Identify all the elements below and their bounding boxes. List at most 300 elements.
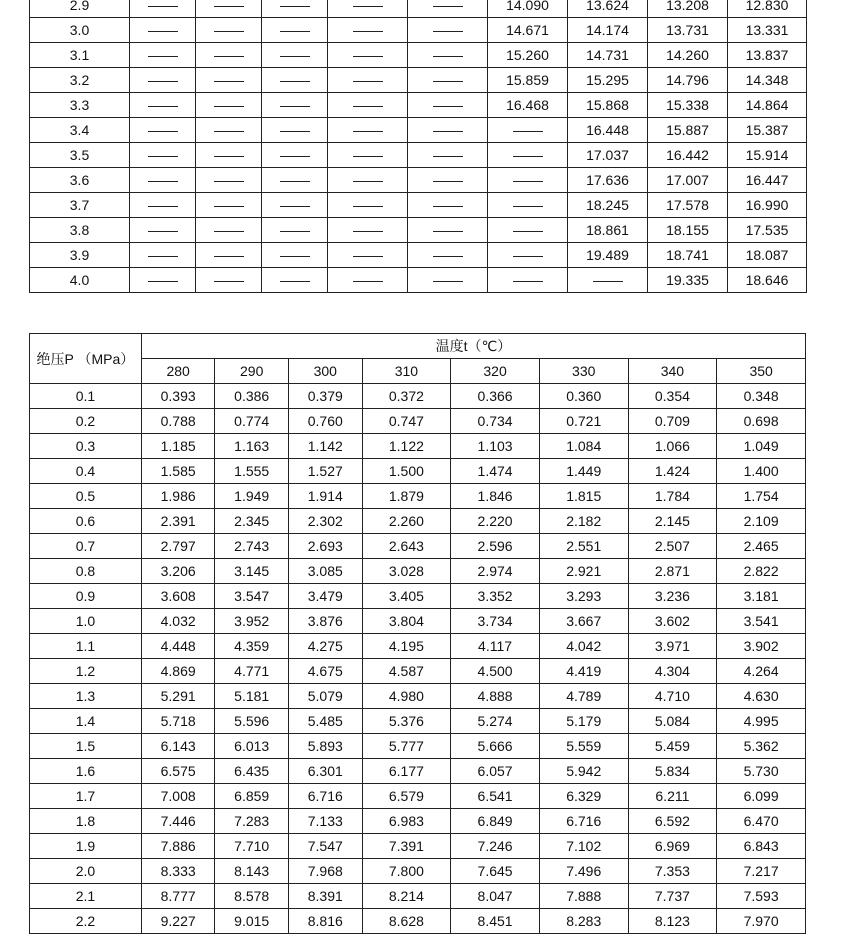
table-row	[30, 43, 807, 68]
value-cell: 17.636	[568, 168, 648, 193]
table-row	[30, 584, 806, 609]
pressure-cell: 2.2	[30, 909, 142, 934]
header-row-top	[30, 334, 806, 359]
value-cell	[408, 0, 488, 18]
value-cell: 14.260	[648, 43, 728, 68]
value-cell: 1.879	[362, 484, 451, 509]
value-cell	[488, 168, 568, 193]
value-cell	[408, 68, 488, 93]
value-cell: 1.142	[288, 434, 362, 459]
value-cell: 7.446	[141, 809, 215, 834]
value-cell: 2.302	[288, 509, 362, 534]
empty-dash	[353, 131, 383, 132]
empty-dash	[280, 181, 310, 182]
value-cell: 7.353	[628, 859, 717, 884]
table-row	[30, 409, 806, 434]
value-cell: 8.628	[362, 909, 451, 934]
empty-dash	[353, 6, 383, 7]
value-cell: 5.718	[141, 709, 215, 734]
value-cell: 15.260	[488, 43, 568, 68]
pressure-cell: 3.9	[30, 243, 130, 268]
empty-dash	[148, 131, 178, 132]
empty-dash	[513, 131, 543, 132]
empty-dash	[148, 106, 178, 107]
value-cell: 5.559	[539, 734, 628, 759]
value-cell: 18.861	[568, 218, 648, 243]
value-cell: 1.400	[717, 459, 806, 484]
value-cell: 6.541	[451, 784, 540, 809]
value-cell: 0.788	[141, 409, 215, 434]
empty-dash	[433, 231, 463, 232]
value-cell	[262, 18, 328, 43]
value-cell: 1.986	[141, 484, 215, 509]
empty-dash	[214, 181, 244, 182]
pressure-cell: 3.8	[30, 218, 130, 243]
value-cell: 8.451	[451, 909, 540, 934]
value-cell: 0.747	[362, 409, 451, 434]
value-cell	[196, 0, 262, 18]
value-cell: 1.449	[539, 459, 628, 484]
value-cell	[262, 268, 328, 293]
empty-dash	[280, 156, 310, 157]
empty-dash	[513, 156, 543, 157]
empty-dash	[353, 156, 383, 157]
value-cell: 7.547	[288, 834, 362, 859]
pressure-cell: 1.4	[30, 709, 142, 734]
value-cell	[328, 218, 408, 243]
value-cell: 0.366	[451, 384, 540, 409]
empty-dash	[214, 281, 244, 282]
value-cell: 6.143	[141, 734, 215, 759]
table-row	[30, 434, 806, 459]
value-cell	[328, 268, 408, 293]
value-cell	[488, 268, 568, 293]
table-row	[30, 559, 806, 584]
empty-dash	[214, 206, 244, 207]
value-cell: 1.122	[362, 434, 451, 459]
value-cell	[328, 193, 408, 218]
value-cell: 2.822	[717, 559, 806, 584]
empty-dash	[148, 81, 178, 82]
empty-dash	[513, 281, 543, 282]
value-cell: 7.133	[288, 809, 362, 834]
value-cell	[196, 143, 262, 168]
empty-dash	[353, 181, 383, 182]
temperature-column-header: 340	[628, 359, 717, 384]
table-row	[30, 859, 806, 884]
value-cell	[408, 93, 488, 118]
empty-dash	[433, 156, 463, 157]
empty-dash	[148, 6, 178, 7]
empty-dash	[593, 281, 623, 282]
value-cell: 3.952	[215, 609, 289, 634]
pressure-cell: 3.5	[30, 143, 130, 168]
value-cell: 2.693	[288, 534, 362, 559]
value-cell: 3.479	[288, 584, 362, 609]
value-cell: 1.163	[215, 434, 289, 459]
empty-dash	[433, 106, 463, 107]
empty-dash	[148, 256, 178, 257]
value-cell: 4.789	[539, 684, 628, 709]
value-cell: 8.816	[288, 909, 362, 934]
pressure-cell: 2.0	[30, 859, 142, 884]
value-cell: 7.710	[215, 834, 289, 859]
table-row	[30, 0, 807, 18]
value-cell: 4.304	[628, 659, 717, 684]
density-table-upper	[29, 0, 807, 293]
empty-dash	[280, 56, 310, 57]
value-cell	[130, 68, 196, 93]
value-cell: 3.902	[717, 634, 806, 659]
value-cell	[130, 0, 196, 18]
value-cell: 4.032	[141, 609, 215, 634]
value-cell: 8.214	[362, 884, 451, 909]
value-cell: 0.360	[539, 384, 628, 409]
value-cell: 16.468	[488, 93, 568, 118]
pressure-cell: 0.1	[30, 384, 142, 409]
value-cell: 6.470	[717, 809, 806, 834]
value-cell	[408, 18, 488, 43]
value-cell: 5.834	[628, 759, 717, 784]
empty-dash	[513, 256, 543, 257]
value-cell: 15.295	[568, 68, 648, 93]
value-cell: 1.949	[215, 484, 289, 509]
value-cell: 6.177	[362, 759, 451, 784]
value-cell	[130, 93, 196, 118]
value-cell: 14.090	[488, 0, 568, 18]
value-cell: 14.864	[728, 93, 807, 118]
pressure-cell: 1.3	[30, 684, 142, 709]
value-cell: 1.846	[451, 484, 540, 509]
empty-dash	[433, 6, 463, 7]
value-cell: 1.424	[628, 459, 717, 484]
value-cell: 3.608	[141, 584, 215, 609]
value-cell: 15.338	[648, 93, 728, 118]
value-cell: 4.869	[141, 659, 215, 684]
value-cell	[408, 218, 488, 243]
empty-dash	[433, 256, 463, 257]
value-cell: 6.969	[628, 834, 717, 859]
empty-dash	[214, 31, 244, 32]
value-cell	[568, 268, 648, 293]
empty-dash	[280, 31, 310, 32]
value-cell	[262, 93, 328, 118]
value-cell: 7.968	[288, 859, 362, 884]
table-row	[30, 118, 807, 143]
value-cell: 15.914	[728, 143, 807, 168]
value-cell	[196, 268, 262, 293]
pressure-cell: 0.9	[30, 584, 142, 609]
value-cell: 1.049	[717, 434, 806, 459]
value-cell: 4.888	[451, 684, 540, 709]
empty-dash	[353, 206, 383, 207]
value-cell	[488, 143, 568, 168]
value-cell: 2.345	[215, 509, 289, 534]
value-cell: 7.283	[215, 809, 289, 834]
value-cell	[262, 168, 328, 193]
pressure-cell: 0.6	[30, 509, 142, 534]
empty-dash	[433, 56, 463, 57]
value-cell: 4.275	[288, 634, 362, 659]
value-cell: 3.734	[451, 609, 540, 634]
empty-dash	[433, 181, 463, 182]
pressure-cell: 0.5	[30, 484, 142, 509]
value-cell: 4.359	[215, 634, 289, 659]
value-cell: 16.447	[728, 168, 807, 193]
empty-dash	[353, 281, 383, 282]
value-cell: 1.500	[362, 459, 451, 484]
empty-dash	[353, 106, 383, 107]
temperature-column-header: 350	[717, 359, 806, 384]
value-cell: 8.777	[141, 884, 215, 909]
value-cell: 13.837	[728, 43, 807, 68]
empty-dash	[148, 31, 178, 32]
pressure-cell: 3.6	[30, 168, 130, 193]
value-cell: 6.435	[215, 759, 289, 784]
temperature-column-header: 280	[141, 359, 215, 384]
value-cell: 3.876	[288, 609, 362, 634]
value-cell: 5.179	[539, 709, 628, 734]
value-cell: 7.217	[717, 859, 806, 884]
value-cell	[488, 193, 568, 218]
value-cell: 5.893	[288, 734, 362, 759]
value-cell: 0.698	[717, 409, 806, 434]
value-cell: 0.379	[288, 384, 362, 409]
table-row	[30, 759, 806, 784]
value-cell: 17.578	[648, 193, 728, 218]
value-cell: 1.815	[539, 484, 628, 509]
pressure-cell: 0.8	[30, 559, 142, 584]
value-cell: 4.980	[362, 684, 451, 709]
value-cell: 1.527	[288, 459, 362, 484]
value-cell: 6.301	[288, 759, 362, 784]
value-cell	[196, 168, 262, 193]
value-cell: 0.354	[628, 384, 717, 409]
empty-dash	[148, 281, 178, 282]
value-cell: 0.372	[362, 384, 451, 409]
value-cell	[262, 193, 328, 218]
empty-dash	[513, 231, 543, 232]
value-cell: 1.066	[628, 434, 717, 459]
pressure-cell: 0.3	[30, 434, 142, 459]
value-cell: 3.085	[288, 559, 362, 584]
value-cell: 14.671	[488, 18, 568, 43]
table-row	[30, 834, 806, 859]
value-cell: 1.784	[628, 484, 717, 509]
value-cell: 5.942	[539, 759, 628, 784]
value-cell: 19.335	[648, 268, 728, 293]
value-cell: 0.393	[141, 384, 215, 409]
pressure-cell: 1.7	[30, 784, 142, 809]
value-cell: 2.145	[628, 509, 717, 534]
value-cell: 5.485	[288, 709, 362, 734]
value-cell: 8.123	[628, 909, 717, 934]
value-cell: 14.796	[648, 68, 728, 93]
value-cell: 5.084	[628, 709, 717, 734]
value-cell: 3.293	[539, 584, 628, 609]
value-cell	[488, 118, 568, 143]
pressure-cell: 2.9	[30, 0, 130, 18]
value-cell: 4.042	[539, 634, 628, 659]
value-cell: 4.448	[141, 634, 215, 659]
value-cell: 3.971	[628, 634, 717, 659]
table-row	[30, 734, 806, 759]
empty-dash	[433, 31, 463, 32]
value-cell	[196, 43, 262, 68]
value-cell: 8.578	[215, 884, 289, 909]
empty-dash	[433, 281, 463, 282]
value-cell: 14.174	[568, 18, 648, 43]
table-row	[30, 884, 806, 909]
pressure-cell: 4.0	[30, 268, 130, 293]
table-row	[30, 193, 807, 218]
value-cell: 6.716	[539, 809, 628, 834]
table-row	[30, 484, 806, 509]
empty-dash	[513, 206, 543, 207]
value-cell	[130, 118, 196, 143]
value-cell: 2.220	[451, 509, 540, 534]
value-cell: 17.037	[568, 143, 648, 168]
value-cell: 14.348	[728, 68, 807, 93]
table-row	[30, 909, 806, 934]
value-cell: 6.211	[628, 784, 717, 809]
value-cell: 5.362	[717, 734, 806, 759]
value-cell	[408, 168, 488, 193]
pressure-cell: 3.4	[30, 118, 130, 143]
value-cell: 2.465	[717, 534, 806, 559]
value-cell: 12.830	[728, 0, 807, 18]
value-cell	[130, 143, 196, 168]
value-cell: 3.804	[362, 609, 451, 634]
pressure-cell: 1.9	[30, 834, 142, 859]
empty-dash	[214, 81, 244, 82]
value-cell: 6.057	[451, 759, 540, 784]
value-cell: 2.797	[141, 534, 215, 559]
value-cell: 3.181	[717, 584, 806, 609]
value-cell: 4.264	[717, 659, 806, 684]
value-cell: 6.099	[717, 784, 806, 809]
table-row	[30, 18, 807, 43]
temperature-column-header: 320	[451, 359, 540, 384]
value-cell: 19.489	[568, 243, 648, 268]
value-cell: 13.208	[648, 0, 728, 18]
value-cell: 16.442	[648, 143, 728, 168]
value-cell: 2.974	[451, 559, 540, 584]
value-cell: 3.206	[141, 559, 215, 584]
value-cell: 4.710	[628, 684, 717, 709]
value-cell: 4.587	[362, 659, 451, 684]
value-cell: 0.721	[539, 409, 628, 434]
table-row	[30, 93, 807, 118]
table-row	[30, 459, 806, 484]
value-cell	[130, 268, 196, 293]
value-cell	[408, 43, 488, 68]
value-cell: 7.008	[141, 784, 215, 809]
value-cell	[408, 118, 488, 143]
value-cell: 3.028	[362, 559, 451, 584]
value-cell	[130, 243, 196, 268]
value-cell: 4.117	[451, 634, 540, 659]
value-cell	[262, 43, 328, 68]
pressure-cell: 3.7	[30, 193, 130, 218]
value-cell: 15.887	[648, 118, 728, 143]
empty-dash	[148, 156, 178, 157]
value-cell: 2.260	[362, 509, 451, 534]
value-cell: 7.593	[717, 884, 806, 909]
value-cell: 6.013	[215, 734, 289, 759]
temperature-column-header: 310	[362, 359, 451, 384]
value-cell: 6.849	[451, 809, 540, 834]
empty-dash	[513, 181, 543, 182]
value-cell: 15.859	[488, 68, 568, 93]
value-cell	[130, 218, 196, 243]
value-cell: 6.843	[717, 834, 806, 859]
value-cell: 1.185	[141, 434, 215, 459]
table-row	[30, 68, 807, 93]
value-cell: 7.888	[539, 884, 628, 909]
table-row	[30, 143, 807, 168]
value-cell: 7.246	[451, 834, 540, 859]
pressure-cell: 3.3	[30, 93, 130, 118]
value-cell: 1.474	[451, 459, 540, 484]
value-cell	[262, 243, 328, 268]
value-cell: 5.079	[288, 684, 362, 709]
value-cell: 5.777	[362, 734, 451, 759]
empty-dash	[280, 256, 310, 257]
pressure-cell: 2.1	[30, 884, 142, 909]
empty-dash	[214, 231, 244, 232]
value-cell: 3.541	[717, 609, 806, 634]
value-cell: 3.145	[215, 559, 289, 584]
value-cell: 0.734	[451, 409, 540, 434]
value-cell: 8.391	[288, 884, 362, 909]
pressure-cell: 0.7	[30, 534, 142, 559]
pressure-cell: 3.1	[30, 43, 130, 68]
value-cell: 2.921	[539, 559, 628, 584]
value-cell	[328, 118, 408, 143]
table-row	[30, 609, 806, 634]
value-cell	[262, 68, 328, 93]
value-cell	[408, 193, 488, 218]
empty-dash	[214, 256, 244, 257]
value-cell: 17.535	[728, 218, 807, 243]
empty-dash	[433, 81, 463, 82]
empty-dash	[148, 56, 178, 57]
value-cell	[196, 243, 262, 268]
value-cell: 8.047	[451, 884, 540, 909]
value-cell: 0.760	[288, 409, 362, 434]
empty-dash	[148, 206, 178, 207]
pressure-cell: 0.2	[30, 409, 142, 434]
empty-dash	[353, 81, 383, 82]
table-row	[30, 509, 806, 534]
empty-dash	[280, 206, 310, 207]
empty-dash	[148, 181, 178, 182]
value-cell	[328, 18, 408, 43]
empty-dash	[214, 106, 244, 107]
value-cell	[408, 243, 488, 268]
value-cell: 6.716	[288, 784, 362, 809]
value-cell: 4.771	[215, 659, 289, 684]
value-cell: 0.348	[717, 384, 806, 409]
value-cell: 4.419	[539, 659, 628, 684]
empty-dash	[353, 56, 383, 57]
value-cell: 4.995	[717, 709, 806, 734]
value-cell: 4.500	[451, 659, 540, 684]
header-row-temps	[30, 359, 806, 384]
value-cell: 7.645	[451, 859, 540, 884]
value-cell: 0.386	[215, 384, 289, 409]
